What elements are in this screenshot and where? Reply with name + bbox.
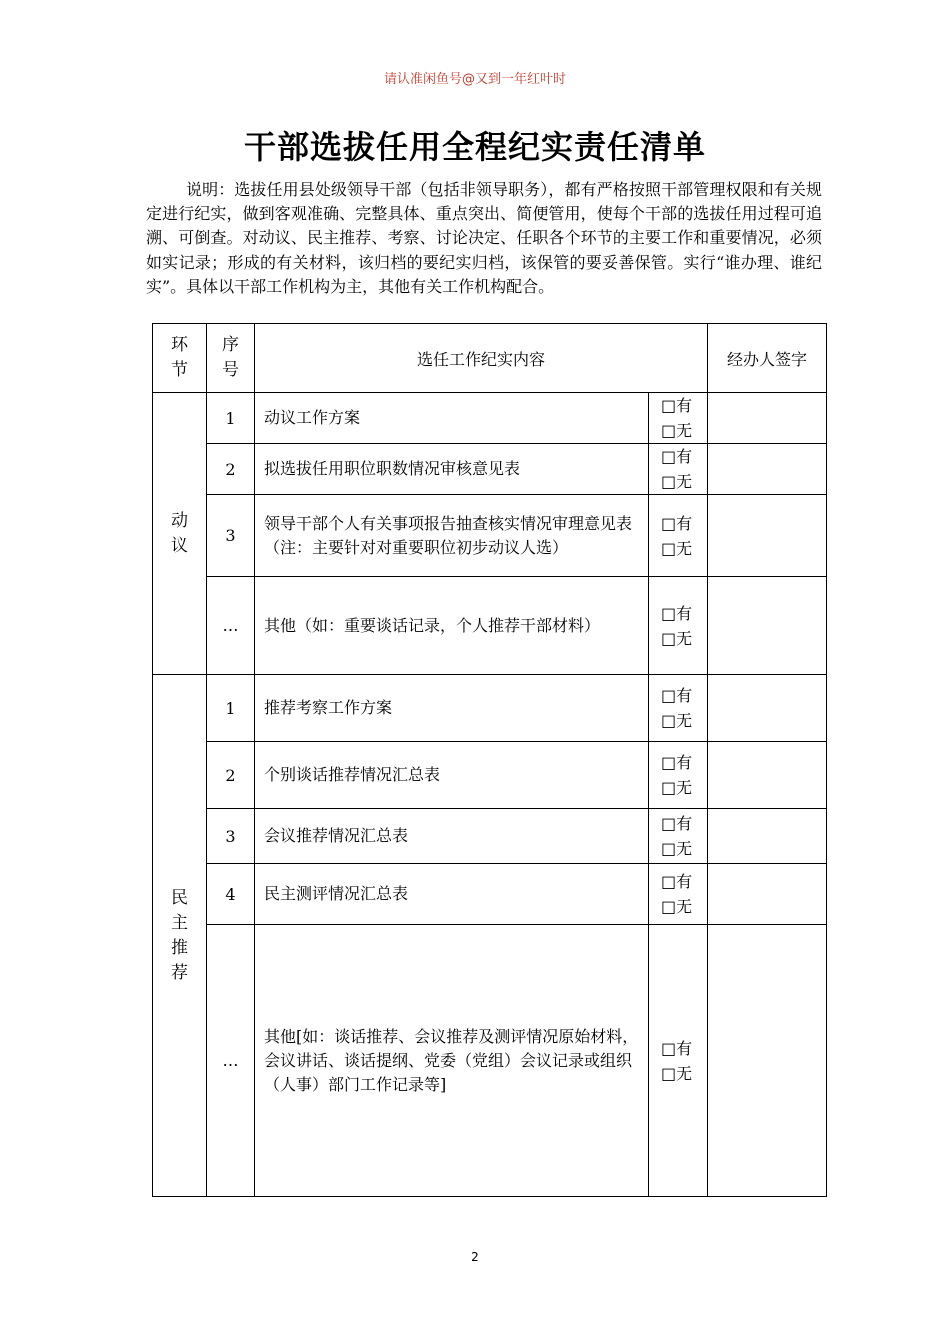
row-content: 领导干部个人有关事项报告抽查核实情况审理意见表（注：主要针对对重要职位初步动议人选） — [255, 495, 649, 577]
yes-no-checkbox[interactable]: □有 □无 — [649, 675, 708, 742]
intro-paragraph: 说明：选拔任用县处级领导干部（包括非领导职务），都有严格按照干部管理权限和有关规定进行纪实，做到客观准确、完整具体、重点突出、简便管用，使每个干部的选拔任用过程可追溯、可倒查。对动议、民主推荐、考察、讨论决定、任职各个环节的主要工作和重要情况，必须如实记录；形成的有关材料，该归档的要纪实归档，该保管的要妥善保管。实行“谁办理、谁纪实”。具体以干部工作机构为主，其他有关工作机构配合。 — [146, 180, 822, 296]
row-content: 动议工作方案 — [255, 393, 649, 444]
page-number: 2 — [471, 1250, 479, 1264]
row-content: 个别谈话推荐情况汇总表 — [255, 742, 649, 809]
row-number: … — [207, 925, 255, 1197]
signature-field[interactable] — [708, 393, 827, 444]
table-row — [153, 577, 827, 675]
table-row — [153, 495, 827, 577]
row-content: 会议推荐情况汇总表 — [255, 809, 649, 864]
row-number: 1 — [207, 393, 255, 444]
yes-no-checkbox[interactable]: □有 □无 — [649, 444, 708, 495]
page-title: 干部选拔任用全程纪实责任清单 — [243, 128, 706, 166]
row-content: 推荐考察工作方案 — [255, 675, 649, 742]
watermark: 请认准闲鱼号@又到一年红叶时 — [383, 72, 566, 87]
header-stage: 环 节 — [153, 324, 207, 393]
signature-field[interactable] — [708, 925, 827, 1197]
signature-field[interactable] — [708, 444, 827, 495]
header-no: 序 号 — [207, 324, 255, 393]
table-row — [153, 393, 827, 444]
signature-field[interactable] — [708, 495, 827, 577]
signature-field[interactable] — [708, 577, 827, 675]
yes-no-checkbox[interactable]: □有 □无 — [649, 495, 708, 577]
yes-no-checkbox[interactable]: □有 □无 — [649, 925, 708, 1197]
yes-no-checkbox[interactable]: □有 □无 — [649, 577, 708, 675]
row-number: 4 — [207, 864, 255, 925]
row-number: 2 — [207, 444, 255, 495]
row-number: 2 — [207, 742, 255, 809]
row-number: 1 — [207, 675, 255, 742]
record-table — [152, 323, 827, 1197]
signature-field[interactable] — [708, 864, 827, 925]
table-row — [153, 675, 827, 742]
yes-no-checkbox[interactable]: □有 □无 — [649, 809, 708, 864]
signature-field[interactable] — [708, 675, 827, 742]
row-content: 其他（如：重要谈话记录，个人推荐干部材料） — [255, 577, 649, 675]
table-row — [153, 925, 827, 1197]
table-row — [153, 444, 827, 495]
row-number: 3 — [207, 809, 255, 864]
yes-no-checkbox[interactable]: □有 □无 — [649, 864, 708, 925]
header-content: 选任工作纪实内容 — [255, 324, 708, 393]
table-row — [153, 864, 827, 925]
header-row — [153, 324, 827, 393]
row-content: 拟选拔任用职位职数情况审核意见表 — [255, 444, 649, 495]
signature-field[interactable] — [708, 742, 827, 809]
header-signature: 经办人签字 — [708, 324, 827, 393]
row-number: 3 — [207, 495, 255, 577]
signature-field[interactable] — [708, 809, 827, 864]
yes-no-checkbox[interactable]: □有 □无 — [649, 393, 708, 444]
row-content: 其他[如：谈话推荐、会议推荐及测评情况原始材料，会议讲话、谈话提纲、党委（党组）会议记录或组织（人事）部门工作记录等] — [255, 925, 649, 1197]
row-number: … — [207, 577, 255, 675]
stage-cell: 民 主 推 荐 — [153, 675, 207, 1197]
row-content: 民主测评情况汇总表 — [255, 864, 649, 925]
table-row — [153, 742, 827, 809]
yes-no-checkbox[interactable]: □有 □无 — [649, 742, 708, 809]
stage-cell: 动 议 — [153, 393, 207, 675]
table-row — [153, 809, 827, 864]
